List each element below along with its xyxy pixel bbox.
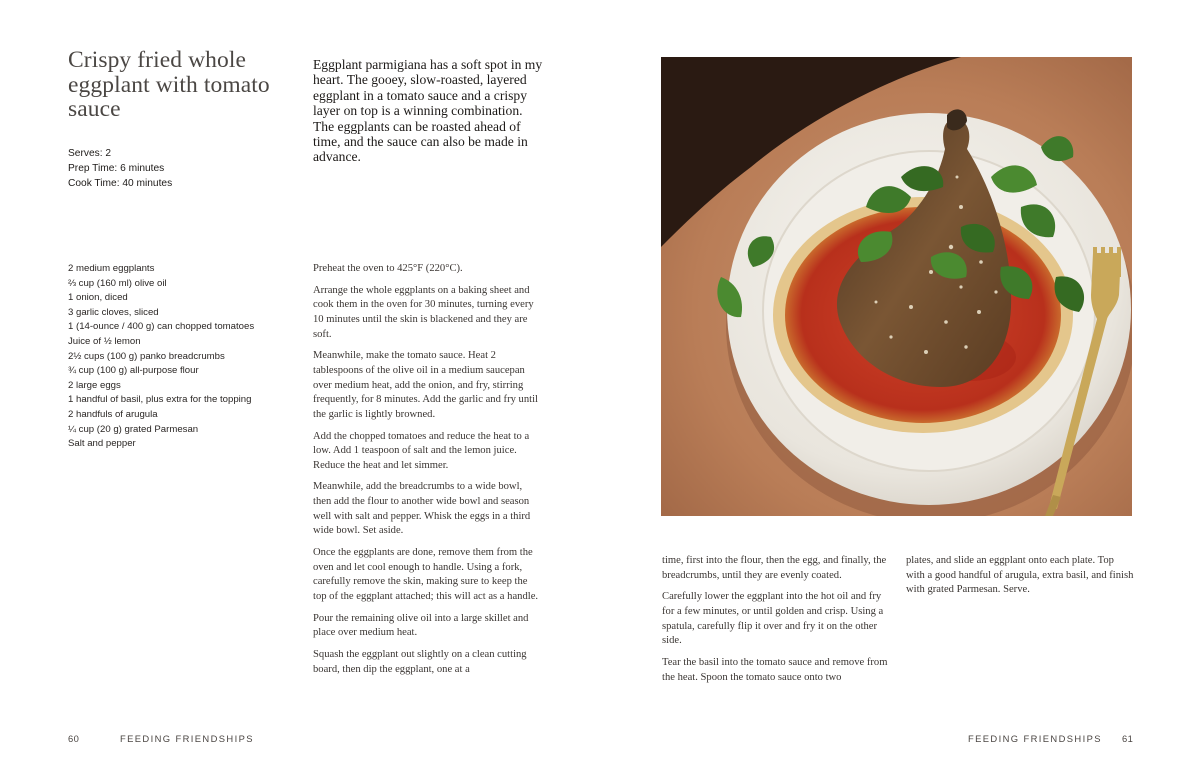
method-column-1 — [313, 262, 541, 684]
method-column-2 — [662, 554, 890, 692]
method-step: Add the chopped tomatoes and reduce the heat to a low. Add 1 teaspoon of salt and the lemon juice. Reduce the heat and let simmer. — [313, 430, 530, 471]
recipe-title: Crispy fried whole eggplant with tomato sauce — [68, 47, 270, 122]
method-step: Meanwhile, add the breadcrumbs to a wide bowl, then add the flour to another wide bowl and season well with salt and pepper. Whisk the eggs in a third wide bowl. Set aside. — [313, 481, 531, 537]
ingredient-item: 1 handful of basil, plus extra for the topping — [68, 394, 252, 406]
ingredient-item: ¾ cup (100 g) all-purpose flour — [68, 365, 199, 377]
serves-label: Serves: 2 — [68, 148, 112, 159]
method-step: Once the eggplants are done, remove them from the oven and let cool enough to handle. Using a fork, carefully remove the skin, making sure to keep the top of the eggplant attached; this will act as a handle. — [313, 547, 539, 602]
ingredient-item: ¼ cup (20 g) grated Parmesan — [68, 423, 199, 435]
ingredient-item: 1 (14-ounce / 400 g) can chopped tomatoes — [68, 321, 255, 333]
method-step: Arrange the whole eggplants on a baking sheet and cook them in the oven for 30 minutes, turning every 10 minutes until the skin is blackened and they are soft. — [313, 284, 534, 340]
ingredient-item: 2 handfuls of arugula — [68, 408, 158, 420]
plated-eggplant-photo — [661, 57, 1132, 516]
left-running-title: FEEDING FRIENDSHIPS — [120, 733, 254, 744]
photo-illustration — [661, 57, 1132, 516]
ingredient-item: 2 large eggs — [68, 379, 121, 391]
right-running-title: FEEDING FRIENDSHIPS — [968, 733, 1102, 744]
recipe-intro: Eggplant parmigiana has a soft spot in my heart. The gooey, slow-roasted, layered eggplant in a tomato sauce and a crispy layer on top is a winning combination. The eggplants can be roasted ahead of time, and the sauce can also be made in advance. — [313, 57, 543, 165]
cook-time-label: Cook Time: 40 minutes — [68, 178, 173, 189]
recipe-meta — [68, 146, 268, 191]
ingredient-item: 2 medium eggplants — [68, 263, 155, 274]
ingredient-item: ⅔ cup (160 ml) olive oil — [68, 277, 167, 289]
ingredient-item: 3 garlic cloves, sliced — [68, 306, 159, 318]
method-step: Meanwhile, make the tomato sauce. Heat 2 tablespoons of the olive oil in a medium saucepan over medium heat, add the onion, and fry, stirring frequently, for 8 minutes. Add the garlic and fry until the garlic is lightly browned. — [313, 350, 538, 420]
method-step: Preheat the oven to 425°F (220°C). — [313, 263, 463, 274]
ingredient-item: Salt and pepper — [68, 438, 136, 450]
prep-time-label: Prep Time: 6 minutes — [68, 163, 165, 174]
ingredient-item: 1 onion, diced — [68, 292, 128, 304]
method-step: Carefully lower the eggplant into the hot oil and fry for a few minutes, or until golden and crisp. Using a spatula, carefully flip it over and fry it on the other side. — [662, 591, 884, 647]
left-page-number: 60 — [68, 733, 80, 744]
ingredient-item: 2½ cups (100 g) panko breadcrumbs — [68, 350, 225, 362]
method-column-3 — [906, 554, 1134, 605]
method-step: plates, and slide an eggplant onto each plate. Top with a good handful of arugula, extra basil, and finish with grated Parmesan. Serve. — [906, 555, 1134, 596]
right-page-number: 61 — [1122, 733, 1134, 744]
method-step: Tear the basil into the tomato sauce and remove from the heat. Spoon the tomato sauce onto two — [662, 656, 888, 683]
method-step: Pour the remaining olive oil into a large skillet and place over medium heat. — [313, 612, 529, 639]
ingredient-list — [68, 262, 288, 452]
ingredient-item: Juice of ½ lemon — [68, 335, 141, 347]
method-step: Squash the eggplant out slightly on a clean cutting board, then dip the eggplant, one at a — [313, 648, 527, 675]
method-step: time, first into the flour, then the egg, and finally, the breadcrumbs, until they are evenly coated. — [662, 555, 887, 581]
